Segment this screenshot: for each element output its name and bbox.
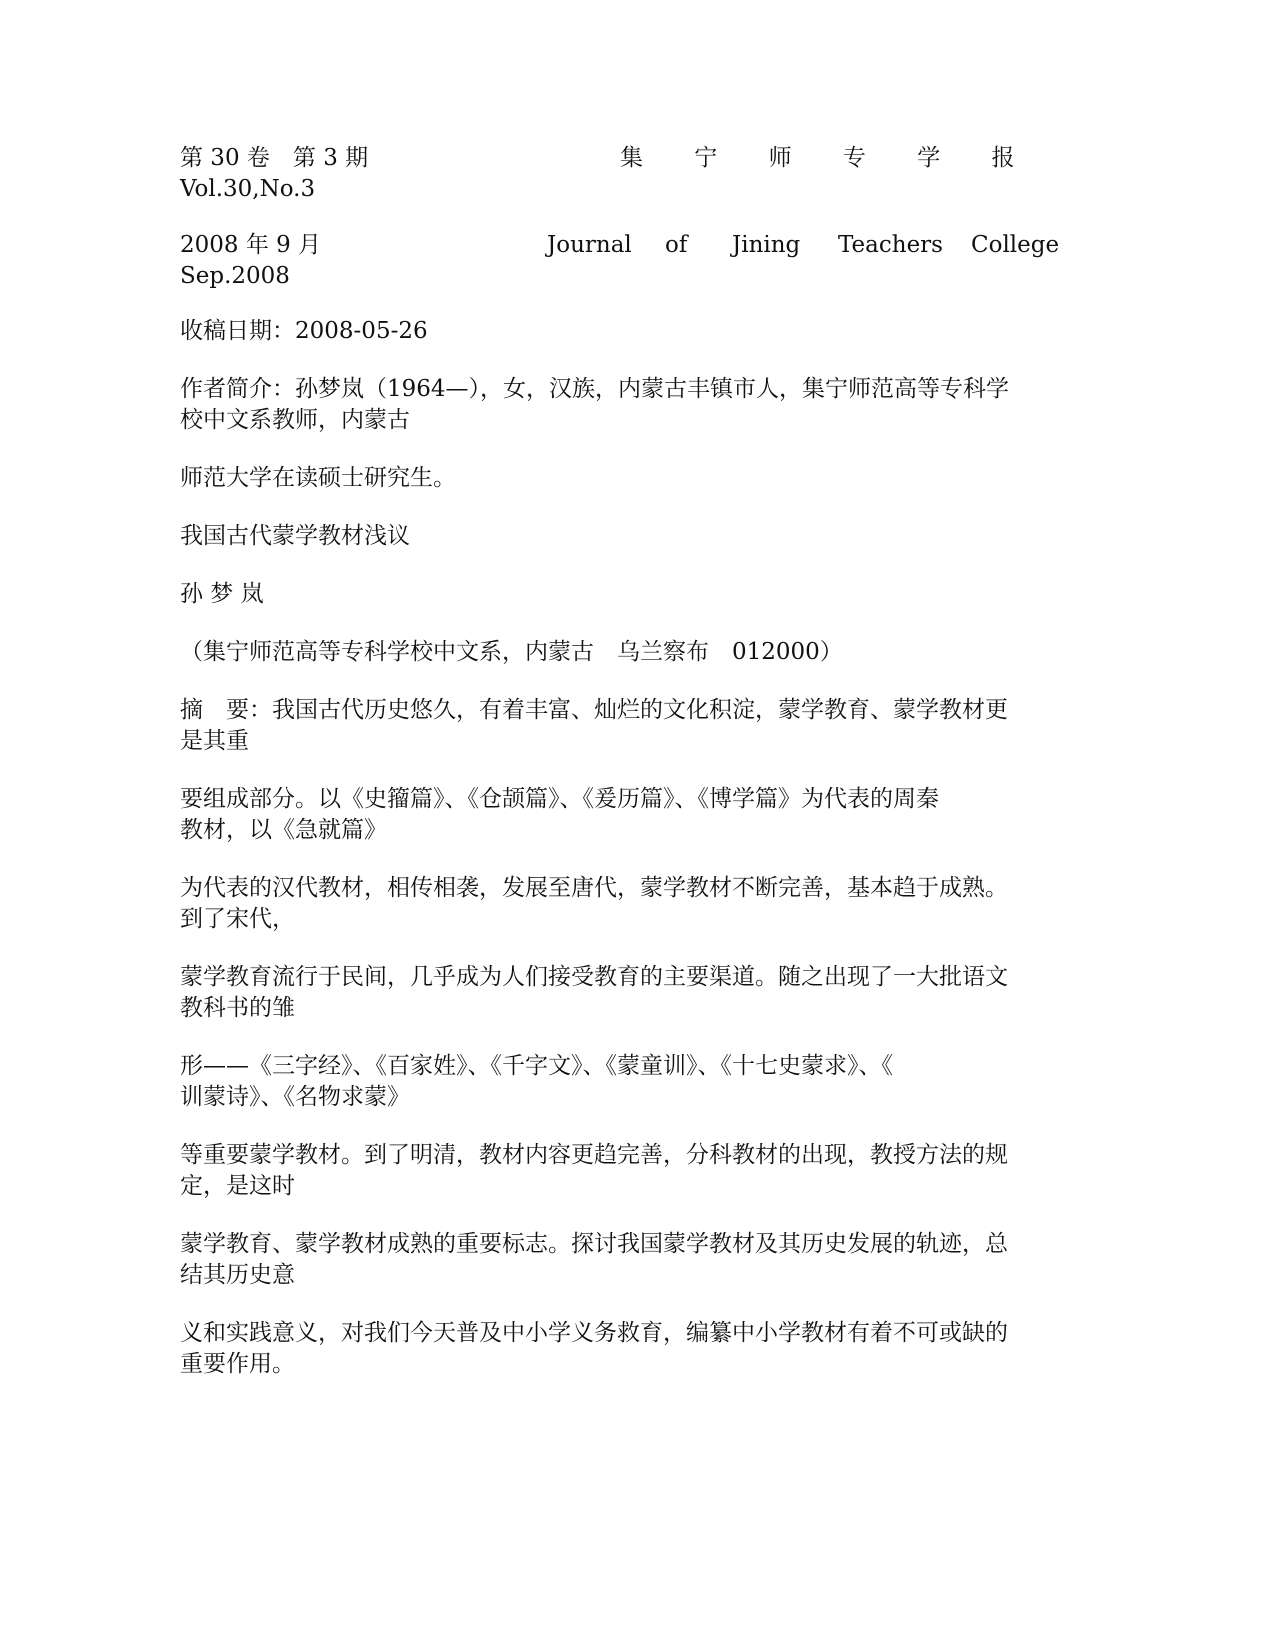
- abstract-line: 到了宋代，: [180, 906, 295, 932]
- author-bio-line: 校中文系教师，内蒙古: [180, 407, 410, 433]
- author-bio-line: 作者简介：孙梦岚（1964—），女，汉族，内蒙古丰镇市人，集宁师范高等专科学: [180, 376, 1010, 402]
- abstract-line: 为代表的汉代教材，相传相袭，发展至唐代，蒙学教材不断完善，基本趋于成熟。: [180, 875, 1008, 901]
- abstract-line: 要组成部分。以《史籀篇》、《仓颉篇》、《爰历篇》、《博学篇》为代表的周秦: [180, 786, 939, 812]
- journal-en-word: Teachers: [838, 232, 943, 258]
- abstract-line: 训蒙诗》、《名物求蒙》: [180, 1084, 410, 1110]
- abstract-line: 蒙学教育、蒙学教材成熟的重要标志。探讨我国蒙学教材及其历史发展的轨迹，总: [180, 1231, 1008, 1257]
- abstract-line: 定，是这时: [180, 1173, 295, 1199]
- article-author: 孙 梦 岚: [180, 581, 264, 607]
- volume-cn: 第 30 卷 第 3 期: [180, 145, 369, 171]
- journal-en-word: of: [665, 232, 688, 258]
- abstract-line: 蒙学教育流行于民间，几乎成为人们接受教育的主要渠道。随之出现了一大批语文: [180, 964, 1008, 990]
- journal-en-word: Jining: [732, 232, 801, 258]
- abstract-line: 等重要蒙学教材。到了明清，教材内容更趋完善，分科教材的出现，教授方法的规: [180, 1142, 1008, 1168]
- abstract-line: 摘 要：我国古代历史悠久，有着丰富、灿烂的文化积淀，蒙学教育、蒙学教材更: [180, 697, 1008, 723]
- journal-en-word: College: [971, 232, 1060, 258]
- author-bio-line: 师范大学在读硕士研究生。: [180, 465, 456, 491]
- abstract-line: 是其重: [180, 728, 249, 754]
- date-en: Sep.2008: [180, 263, 290, 289]
- article-affiliation: （集宁师范高等专科学校中文系，内蒙古 乌兰察布 012000）: [180, 639, 843, 665]
- abstract-line: 义和实践意义，对我们今天普及中小学义务救育，编纂中小学教材有着不可或缺的: [180, 1320, 1008, 1346]
- article-title: 我国古代蒙学教材浅议: [180, 523, 410, 549]
- date-cn: 2008 年 9 月: [180, 232, 322, 258]
- journal-en-word: Journal: [547, 232, 632, 258]
- journal-name-cn: 集 宁 师 专 学 报: [620, 145, 1037, 171]
- abstract-line: 重要作用。: [180, 1351, 295, 1377]
- received-date: 收稿日期：2008-05-26: [180, 318, 428, 344]
- abstract-line: 教科书的雏: [180, 995, 295, 1021]
- abstract-line: 结其历史意: [180, 1262, 295, 1288]
- abstract-line: 教材，以《急就篇》: [180, 817, 387, 843]
- abstract-line: 形——《三字经》、《百家姓》、《千字文》、《蒙童训》、《十七史蒙求》、《: [180, 1053, 893, 1079]
- volume-en: Vol.30,No.3: [180, 176, 316, 202]
